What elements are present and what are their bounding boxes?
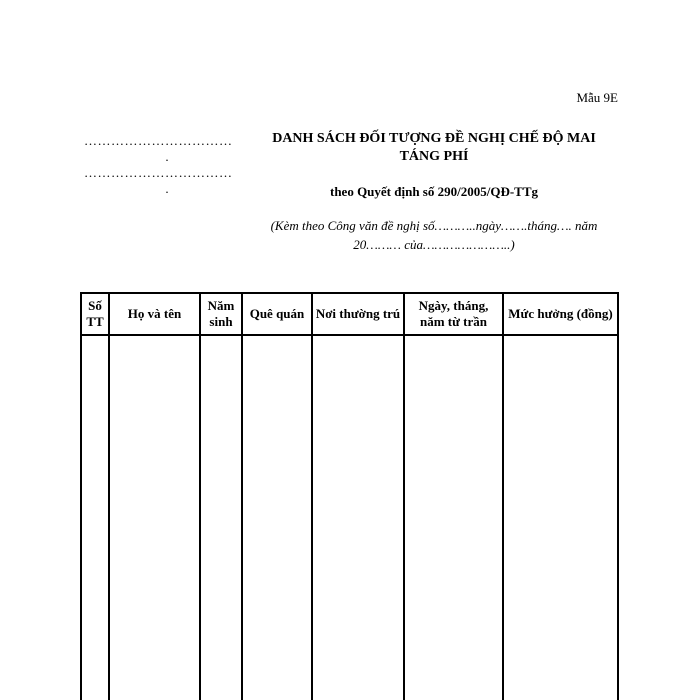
column-header-date-of-death: Ngày, tháng, năm từ trần bbox=[404, 293, 503, 335]
column-header-benefit-amount: Mức hưởng (đồng) bbox=[503, 293, 618, 335]
table-cell bbox=[81, 335, 109, 700]
agency-dot: . bbox=[165, 181, 169, 196]
agency-dot: . bbox=[165, 149, 169, 164]
column-header-full-name: Họ và tên bbox=[109, 293, 200, 335]
table-cell bbox=[200, 335, 242, 700]
table-row bbox=[81, 335, 618, 700]
table-cell bbox=[503, 335, 618, 700]
table-cell bbox=[109, 335, 200, 700]
column-header-no: Số TT bbox=[81, 293, 109, 335]
beneficiary-table bbox=[80, 292, 619, 700]
document-subtitle: theo Quyết định số 290/2005/QĐ-TTg bbox=[329, 184, 539, 199]
table-cell bbox=[312, 335, 404, 700]
attachment-note: (Kèm theo Công văn đề nghị số………..ngày…….tháng…. năm 20……… của…………………..) bbox=[270, 218, 598, 252]
column-header-birth-year: Năm sinh bbox=[200, 293, 242, 335]
table-header-row bbox=[81, 293, 618, 335]
agency-dotted-line: …………………………… bbox=[84, 165, 233, 180]
agency-dotted-line: …………………………… bbox=[84, 133, 233, 148]
column-header-residence: Nơi thường trú bbox=[312, 293, 404, 335]
table-cell bbox=[242, 335, 312, 700]
document-title: DANH SÁCH ĐỐI TƯỢNG ĐỀ NGHỊ CHẾ ĐỘ MAI TÁNG PHÍ bbox=[272, 131, 596, 164]
table-cell bbox=[404, 335, 503, 700]
form-code: Mẫu 9E bbox=[576, 90, 618, 105]
issuing-agency-block bbox=[84, 133, 250, 197]
column-header-hometown: Quê quán bbox=[242, 293, 312, 335]
